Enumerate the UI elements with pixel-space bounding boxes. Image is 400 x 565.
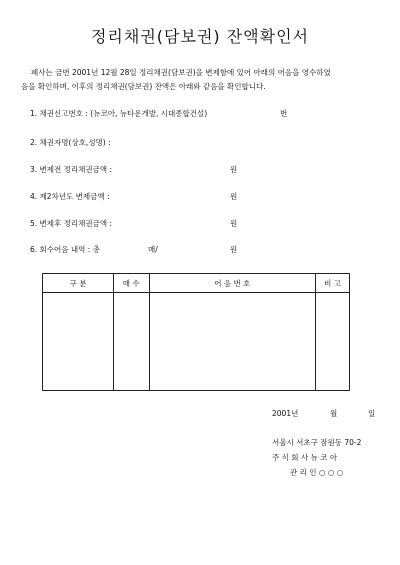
header-bill-number: 어 음 번 호 [149, 274, 315, 293]
manager-signature: 관 리 인 ○ ○ ○ [290, 468, 344, 477]
cell-category [43, 293, 114, 391]
cell-bill-number [149, 293, 315, 391]
item-creditor-name: 2. 채권자명(상호,성명) : [30, 138, 111, 147]
date-year: 2001년 [272, 409, 299, 418]
table-header-row [43, 274, 350, 293]
intro-line-2: 음을 확인하며, 이후의 정리채권(담보권) 잔액은 아래와 같음을 확인합니다. [21, 82, 266, 91]
item-before-amount: 3. 변제전 정리채권금액 : [30, 165, 113, 174]
item-repay-amount: 4. 제2차년도 변제금액 : [30, 192, 110, 201]
header-remarks: 비 고 [316, 274, 350, 293]
table-row [43, 293, 350, 391]
item-after-amount: 5. 변제후 정리채권금액 : [30, 219, 113, 228]
cell-count [113, 293, 149, 391]
document-title: 정리채권(담보권) 잔액확인서 [90, 27, 310, 46]
cell-remarks [316, 293, 350, 391]
date-day: 일 [368, 409, 376, 418]
item-bills-amount-unit: 원 [230, 245, 238, 254]
intro-line-1: 폐사는 금번 2001년 12월 28일 정리채권(담보권)을 변제함에 있어 아래의 어음을 영수하였 [31, 68, 331, 77]
header-count: 매 수 [113, 274, 149, 293]
item-bills-collected: 6. 회수어음 내역 : 총 [30, 245, 100, 254]
item-after-amount-unit: 원 [230, 219, 238, 228]
intro-paragraph [21, 66, 383, 94]
item-claim-number: 1. 채권신고번호 : (뉴코아, 뉴타운개발, 시대종합건설) [30, 109, 208, 118]
date-month: 월 [330, 409, 338, 418]
item-repay-amount-unit: 원 [230, 192, 238, 201]
company-address: 서울시 서초구 잠원동 70-2 [272, 438, 362, 447]
item-claim-number-unit: 번 [280, 109, 288, 118]
company-name: 주 식 회 사 뉴 코 아 [272, 453, 338, 462]
item-bills-count-unit: 매/ [148, 245, 158, 254]
item-before-amount-unit: 원 [230, 165, 238, 174]
bills-table [42, 273, 350, 391]
header-category: 구 분 [43, 274, 114, 293]
